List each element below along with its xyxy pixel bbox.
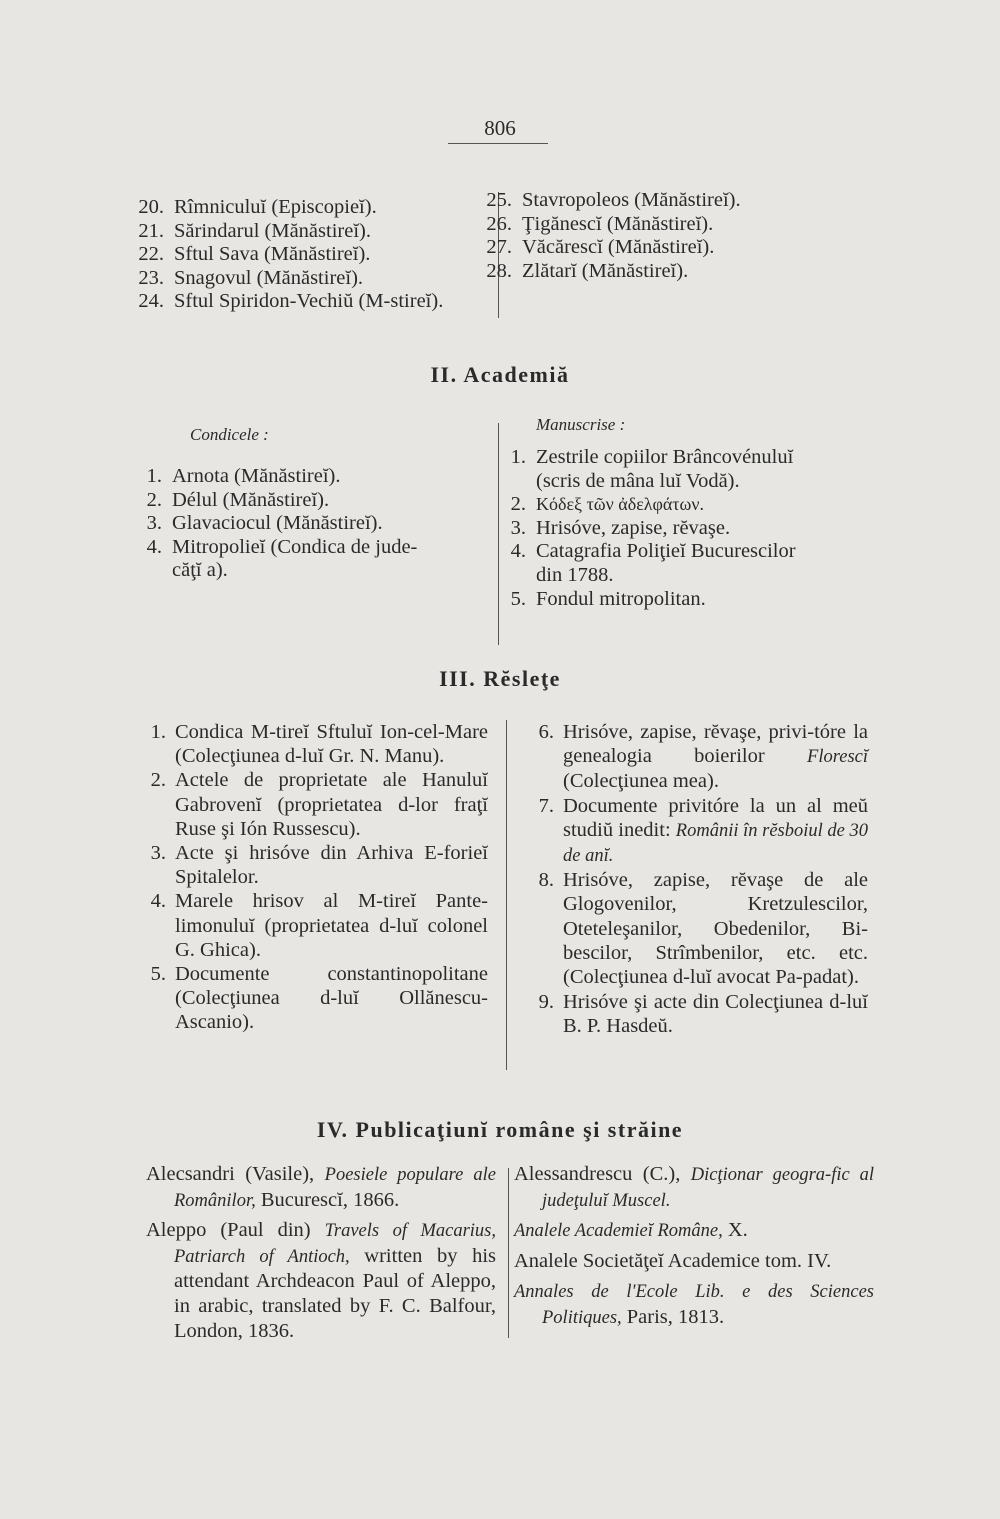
bibliography-entry: Alecsandri (Vasile), Poesiele populare ale Românilor, Bucurescĭ, 1866. [146,1163,496,1211]
list-item: 3. Hrisóve, zapise, rĕvaşe. [510,516,731,539]
list-item: din 1788. [536,563,614,586]
list-item: 1. Arnota (Mănăstireĭ). [146,465,341,487]
list-item: 5. Documente constantinopolitane (Colecţiunea d-luĭ Ollănescu-Ascanio). [150,963,488,1034]
section3-left-list [128,720,488,1035]
list-item: 24. Sftul Spiridon-Vechiŭ (M-stireĭ). [138,290,444,313]
list-item: 2. Κόδεξ τῶν ἀδελφάτων. [510,493,705,516]
list-item: 23. Snagovul (Mănăstireĭ). [138,266,364,289]
bibliography-entry: Annales de l'Ecole Lib. e des Sciences Politiques, Paris, 1813. [514,1282,874,1328]
part1-left-list [128,196,508,314]
page-number-rule [448,143,548,144]
part1-right-list [476,189,856,283]
list-item: 27. Văcărescĭ (Mănăstireĭ). [486,236,715,259]
list-item: 2. Délul (Mănăstireĭ). [146,488,330,511]
list-item: 26. Ţigănescĭ (Mănăstireĭ). [486,212,714,235]
list-item: 2. Actele de proprietate ale Hanuluĭ Gabrovenĭ (proprietatea d-lor fraţĭ Ruse şi Ión Russescu). [150,769,488,840]
bibliography-entry: Analele Societăţeĭ Academice tom. IV. [514,1249,832,1272]
section2-right-list [490,446,880,611]
list-item: 8. Hrisóve, zapise, rĕvaşe de ale Glogovenilor, Kretzulescilor, Oteteleşanilor, Obedenilor, Bi-bescilor, Strîmbenilor, etc. etc. (Colecţiunea d-luĭ avocat Pa-padat). [538,869,868,989]
bibliography-entry: Analele Academieĭ Române, X. [514,1219,748,1242]
list-item: 4. Mitropolieĭ (Condica de jude- [146,535,418,558]
section4-right-list [514,1162,874,1336]
list-item: 6. Hrisóve, zapise, rĕvaşe, privi-tóre la genealogia boierilor Florescĭ (Colecţiunea mea). [538,721,868,793]
list-item: 20. Rîmniculuĭ (Episcopieĭ). [138,196,377,218]
list-item: 5. Fondul mitropolitan. [510,587,706,610]
section4-left-list [146,1162,496,1348]
section3-right-list [516,720,868,1040]
list-item: 7. Documente privitóre la un al meŭ studiŭ inedit: Românii în rĕsboiul de 30 de anĭ. [538,794,869,867]
list-item: 4. Marele hrisov al M-tireĭ Pante-limonuluĭ (proprietatea d-luĭ colonel G. Ghica). [150,890,488,961]
column-divider [508,1168,509,1338]
list-item: 25. Stavropoleos (Mănăstireĭ). [486,189,741,211]
section-heading: IV. Publicaţiunĭ române şi străine [316,1117,684,1142]
list-item: căţĭ a). [172,559,228,582]
list-item: (scris de mâna luĭ Vodă). [536,469,740,492]
section-heading: II. Academiă [430,362,570,387]
list-item: 22. Sftul Sava (Mănăstireĭ). [138,243,371,266]
section-heading: III. Rĕsleţe [439,666,561,691]
bibliography-entry: Aleppo (Paul din) Travels of Macarius, Patriarch of Antioch, written by his attendant Archdeacon Paul of Aleppo, in arabic, translated by F. C. Balfour, London, 1836. [146,1219,496,1342]
subsection-title: Condicele : [190,425,269,444]
list-item: 4. Catagrafia Poliţieĭ Bucurescilor [510,540,796,563]
page-number: 806 [484,116,516,140]
column-divider [506,720,507,1070]
subsection-title: Manuscrise : [536,415,626,434]
list-item: 9. Hrisóve şi acte din Colecţiunea d-luĭ B. P. Hasdeŭ. [538,991,868,1038]
bibliography-entry: Alessandrescu (C.), Dicţionar geogra-fic al judeţuluĭ Muscel. [514,1163,874,1211]
list-item: 1. Zestrile copiilor Brâncovénuluĭ [510,446,794,468]
list-item: 3. Acte şi hrisóve din Arhiva E-forieĭ Spitalelor. [150,842,488,889]
list-item: 3. Glavaciocul (Mănăstireĭ). [146,512,383,535]
list-item: 28. Zlătarĭ (Mănăstireĭ). [486,259,689,282]
list-item: 1. Condica M-tireĭ Sftuluĭ Ion-cel-Mare (Colecţiunea d-luĭ Gr. N. Manu). [150,721,488,768]
section2-left-list [126,465,486,583]
list-item: 21. Sărindarul (Mănăstireĭ). [138,219,371,242]
